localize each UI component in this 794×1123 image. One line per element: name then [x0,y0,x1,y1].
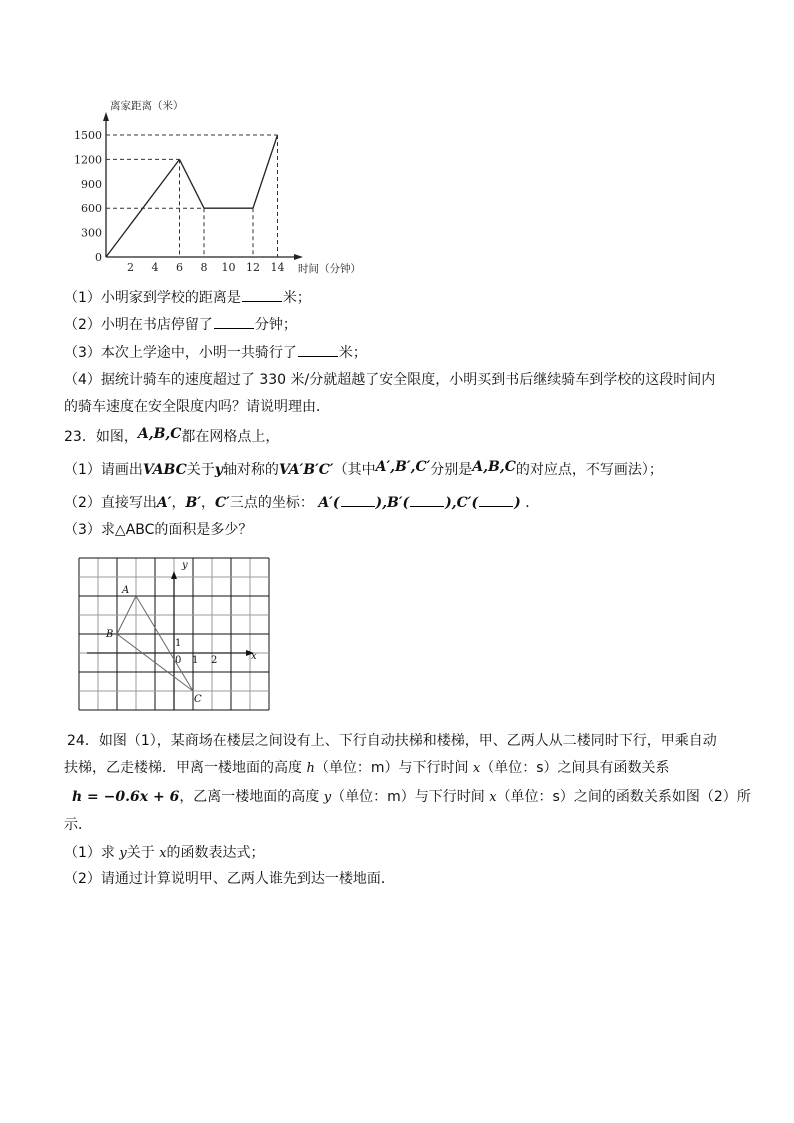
item-text: 分别是 [430,462,473,478]
q23-part-2 [64,494,539,511]
variable-y: y [323,790,332,805]
item-text: 轴对称的 [222,462,279,478]
coordinate-grid-figure [70,550,280,715]
item-text: 关于 [186,462,215,478]
x-tick-label: 6 [176,261,183,274]
q22-item-3 [64,344,367,361]
answer-blank[interactable] [242,289,282,302]
series-segment [180,159,205,208]
item-label: （4） [64,372,101,388]
item-text: 的函数表达式； [166,845,265,861]
answer-blank[interactable] [214,316,254,329]
answer-blank-c[interactable] [479,494,513,507]
item-label: （1） [64,290,101,306]
item-text: 请通过计算说明甲、乙两人谁先到达一楼地面． [100,871,395,887]
x-tick-label: 12 [246,261,260,274]
coord-sep: ),B′( [375,495,410,511]
item-label: （1） [64,845,101,861]
item-text: 请画出 [100,462,143,478]
item-label: （3） [64,345,101,361]
item-text: 的对应点，不写画法）； [515,462,663,478]
y-tick-label: 600 [81,202,102,216]
q23-heading [64,426,280,445]
item-text: 三点的坐标： [229,495,314,511]
math-points: A,B,C [472,459,516,475]
x-axis-label: 时间（分钟） [298,263,361,275]
y-tick-label: 1200 [74,153,102,167]
q22-item-2 [64,316,297,333]
math-point: B′ [185,495,202,511]
item-unit: 米； [338,345,367,361]
y-tick-label: 900 [81,177,102,191]
x-tick-label: 4 [151,261,159,274]
question-text: 扶梯，乙走楼梯．甲离一楼地面的高度 [64,760,307,776]
question-text: 示． [64,817,92,833]
question-text: （单位：m）与下行时间 [314,760,473,776]
x-tick-label: 2 [127,261,134,274]
x-tick-label: 8 [200,261,208,274]
y-tick-label-1: 1 [175,638,182,649]
question-intro: 如图， [95,429,138,445]
point-label-c: C [194,694,202,705]
question-text: （单位：s）之间具有函数关系 [480,760,670,776]
item-text: 本次上学途中，小明一共骑行了 [100,345,297,361]
math-triangle: VABC [142,462,187,478]
q22-item-1 [64,289,311,306]
x-axis-arrow-icon [294,254,303,260]
math-points: A,B,C [137,426,182,442]
q22-item-4 [64,372,715,388]
q24-part-1 [64,845,265,862]
item-text: 求 [100,845,120,861]
item-text: 的骑车速度在安全限度内吗？请说明理由． [64,399,330,415]
origin-label: 0 [175,655,182,666]
q23-part-3 [64,522,252,538]
y-axis-arrow-icon [103,112,109,121]
variable-x: x [489,790,497,805]
math-triangle-prime: VA′B′C′ [278,462,334,478]
x-tick-label: 14 [270,261,285,274]
math-points-prime: A′,B′,C′ [375,459,431,475]
variable-y: y [119,846,127,861]
question-intro-tail: 都在网格点上， [181,429,280,445]
item-text: 直接写出 [100,495,157,511]
x-tick-label-2: 2 [211,655,218,666]
variable-x: x [472,761,481,776]
question-text: （单位：s）之间的函数关系如图（2）所 [496,789,751,805]
answer-blank[interactable] [298,344,338,357]
point-label-a: A [122,585,130,596]
q22-item-4-continued [64,399,330,415]
q24-line-1 [67,733,717,749]
y-axis-label: y [182,560,188,571]
item-unit: 米； [282,290,311,306]
q24-line-4 [64,817,92,833]
x-tick-label: 10 [221,261,236,274]
item-label: （2） [64,871,101,887]
formula-h: h = −0.6x + 6 [72,789,180,805]
item-unit: 分钟； [254,317,297,333]
separator: ， [171,495,186,511]
y-tick-label: 0 [95,251,102,264]
item-text: 据统计骑车的速度超过了 330 米/分就超越了安全限度，小明买到书后继续骑车到学校的这段时间内 [100,372,716,388]
math-point: C′ [215,495,230,511]
q23-part-1 [64,459,663,478]
question-text: ，乙离一楼地面的高度 [179,789,324,805]
y-axis-label: 离家距离（米） [110,100,184,112]
item-text: 求△ABC的面积是多少？ [100,522,253,538]
q24-line-3 [72,789,751,806]
y-tick-label: 1500 [74,129,102,142]
variable-x: x [159,846,167,861]
x-tick-label-1: 1 [192,655,199,666]
q24-line-2 [64,760,670,777]
item-label: （2） [64,495,101,511]
y-axis-arrow-icon [171,571,177,579]
x-axis-label: x [251,651,257,662]
point-label-b: B [106,629,114,640]
separator: ， [201,495,216,511]
coord-close: ) [514,495,521,511]
item-label: （3） [64,522,101,538]
item-label: （2） [64,317,101,333]
question-number: 23． [64,429,96,445]
question-text: （单位：m）与下行时间 [331,789,490,805]
q24-part-2 [64,871,395,887]
math-point: A′ [156,495,172,511]
y-tick-label: 300 [81,226,102,240]
item-label: （1） [64,462,101,478]
period: ． [525,495,540,511]
answer-blank-a[interactable] [341,494,375,507]
distance-time-chart [70,90,370,280]
coord-sep: ),C′( [445,495,479,511]
item-text: 小明家到学校的距离是 [100,290,241,306]
math-axis: y [214,462,223,478]
series-segment [106,159,180,257]
series-segment [253,135,278,208]
item-text: 小明在书店停留了 [100,317,213,333]
item-text: 关于 [126,845,160,861]
question-text: 24．如图（1），某商场在楼层之间设有上、下行自动扶梯和楼梯，甲、乙两人从二楼同时下行，甲乘自动 [67,733,717,749]
answer-blank-b[interactable] [410,494,444,507]
variable-h: h [306,761,315,776]
coord-open: A′( [318,495,340,511]
item-text: （其中 [333,462,376,478]
